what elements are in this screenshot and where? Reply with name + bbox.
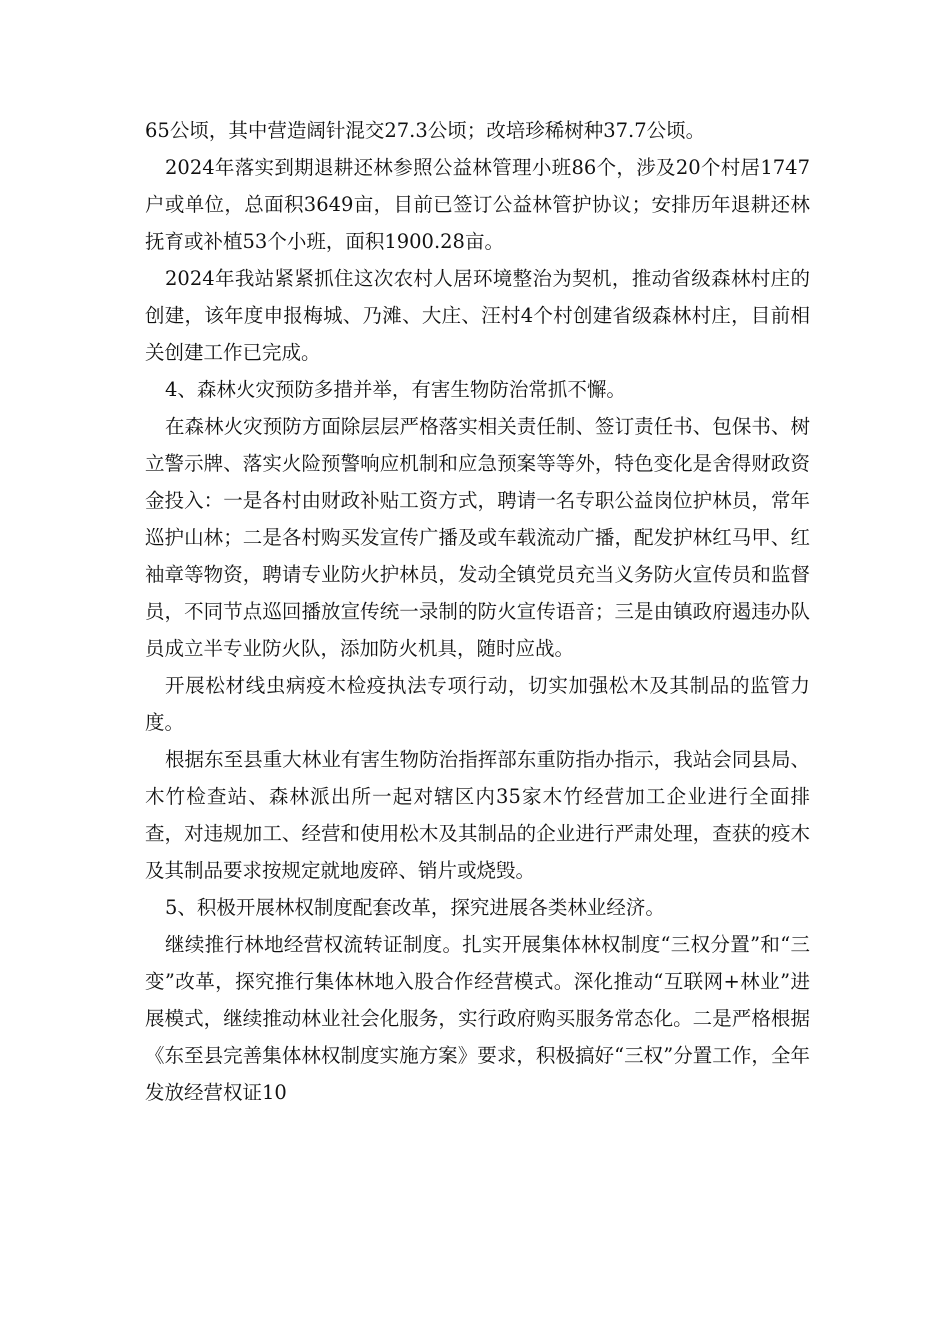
paragraph-9: 继续推行林地经营权流转证制度。扎实开展集体林权制度“三权分置”和“三变”改革，探究推行集体林地入股合作经营模式。深化推动“互联网+林业”进展模式，继续推动林业社会化服务，实行政府购买服务常态化。二是严格根据《东至县完善集体林权制度实施方案》要求，积极搞好“三权”分置工作，全年发放经营权证10 [145, 933, 810, 1104]
section-heading-5: 5、积极开展林权制度配套改革，探究进展各类林业经济。 [165, 896, 665, 919]
paragraph-6: 开展松材线虫病疫木检疫执法专项行动，切实加强松木及其制品的监管力度。 [145, 674, 810, 734]
paragraph-5: 在森林火灾预防方面除层层严格落实相关责任制、签订责任书、包保书、树立警示牌、落实火险预警响应机制和应急预案等等外，特色变化是舍得财政资金投入：一是各村由财政补贴工资方式，聘请一名专职公益岗位护林员，常年巡护山林；二是各村购买发宣传广播及或车载流动广播，配发护林红马甲、红袖章等物资，聘请专业防火护林员，发动全镇党员充当义务防火宣传员和监督员，不同节点巡回播放宣传统一录制的防火宣传语音；三是由镇政府遏违办队员成立半专业防火队，添加防火机具，随时应战。 [145, 415, 810, 660]
paragraph-1: 65公顷，其中营造阔针混交27.3公顷；改培珍稀树种37.7公顷。 [145, 119, 706, 142]
section-heading-4: 4、森林火灾预防多措并举，有害生物防治常抓不懈。 [165, 378, 626, 401]
paragraph-2: 2024年落实到期退耕还林参照公益林管理小班86个，涉及20个村居1747户或单位，总面积3649亩，目前已签订公益林管护协议；安排历年退耕还林抚育或补植53个小班，面积1900.28亩。 [145, 156, 810, 253]
paragraph-7: 根据东至县重大林业有害生物防治指挥部东重防指办指示，我站会同县局、木竹检查站、森林派出所一起对辖区内35家木竹经营加工企业进行全面排查，对违规加工、经营和使用松木及其制品的企业进行严肃处理，查获的疫木及其制品要求按规定就地废碎、销片或烧毁。 [145, 748, 810, 882]
paragraph-3: 2024年我站紧紧抓住这次农村人居环境整治为契机，推动省级森林村庄的创建，该年度申报梅城、乃滩、大庄、汪村4个村创建省级森林村庄，目前相关创建工作已完成。 [145, 267, 810, 364]
